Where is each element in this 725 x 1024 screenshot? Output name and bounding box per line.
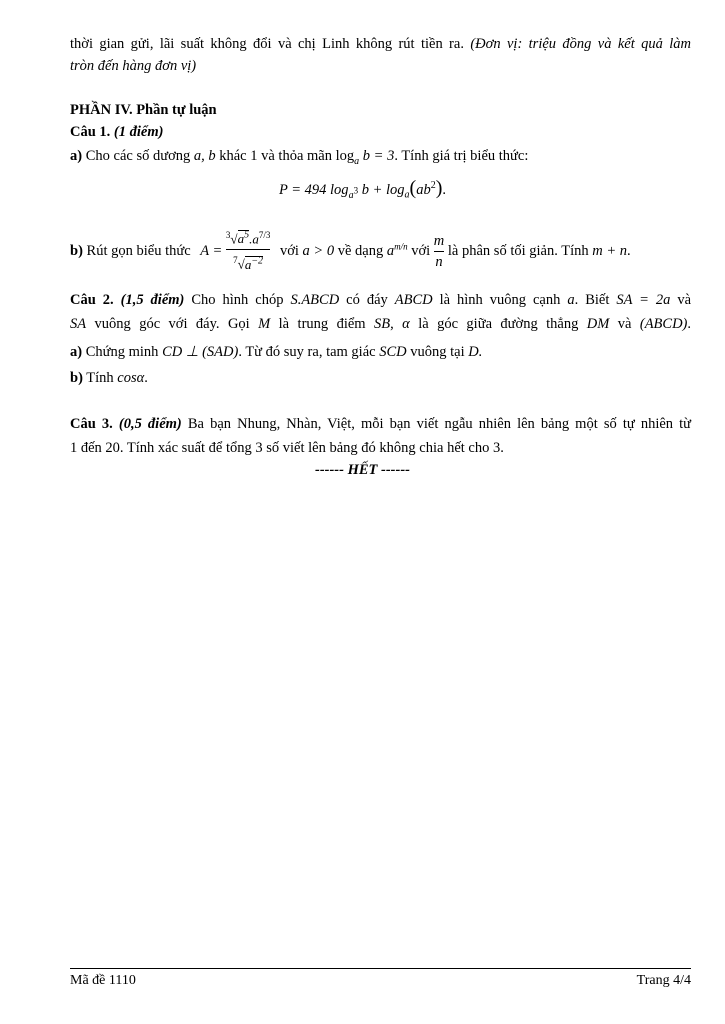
q1-part-a: a) Cho các số dương a, b khác 1 và thỏa mãn $\log_a b = 3$. Tính giá trị biểu thức: (70, 148, 529, 167)
q1-heading: Câu 1. (1 điểm) (70, 124, 164, 140)
q3-line-2: 1 đến 20. Tính xác suất để tổng 3 số viết lên bảng đó không chia hết cho 3. (70, 440, 504, 456)
end-marker: ------ HẾT ------ (314, 462, 410, 478)
q2-line-1: Câu 2. (1,5 điểm) Cho hình chóp S.ABCD có đáy ABCD là hình vuông cạnh a. Biết SA = 2a và (70, 292, 692, 308)
intro-text: thời gian gửi, lãi suất không đổi và chị Linh không rút tiền ra. (70, 36, 464, 52)
q1-condition: $\log_a b = 3$ (335, 148, 395, 167)
intro-unit-note: (Đơn vị: triệu đồng và kết quả làm (470, 36, 691, 52)
q1-expression-p: P = 494 $\log_{a^3} b + \log_a(ab^2)$. (279, 176, 446, 201)
part-heading: PHẦN IV. Phần tự luận (70, 102, 217, 118)
footer-exam-code: Mã đề 1110 (70, 973, 136, 988)
q2-part-b: b) Tính cosα. (70, 370, 148, 386)
q1-part-b: b) Rút gọn biểu thức A = $\frac{^3√a^5.a^{7/3}}{^7√a^{-2}}$ với a > 0 về dạng $a^{m/n}$ với $\frac{m}{n}$ là phân số tối giản. Tính m + n. (70, 228, 691, 276)
q3-line-1: Câu 3. (0,5 điểm) Ba bạn Nhung, Nhàn, Việt, mỗi bạn viết ngẫu nhiên lên bảng một số tự nhiên từ (70, 416, 692, 432)
q2-line-2: SA vuông góc với đáy. Gọi M là trung điểm SB, α là góc giữa đường thẳng DM và (ABCD). (70, 316, 691, 332)
footer-divider (70, 968, 691, 969)
q2-part-a: a) Chứng minh CD ⊥ (SAD). Từ đó suy ra, tam giác SCD vuông tại D. (70, 344, 483, 360)
intro-line-2 (70, 56, 691, 76)
q1-fraction-m-n: $\frac{m}{n}$ (433, 233, 445, 271)
footer-page-number: Trang 4/4 (636, 973, 691, 988)
intro-line-1 (70, 34, 691, 54)
q1-radical-fraction: $\frac{^3√a^5.a^{7/3}}{^7√a^{-2}}$ (225, 230, 271, 272)
intro-rounding-note: tròn đến hàng đơn vị) (70, 58, 197, 74)
